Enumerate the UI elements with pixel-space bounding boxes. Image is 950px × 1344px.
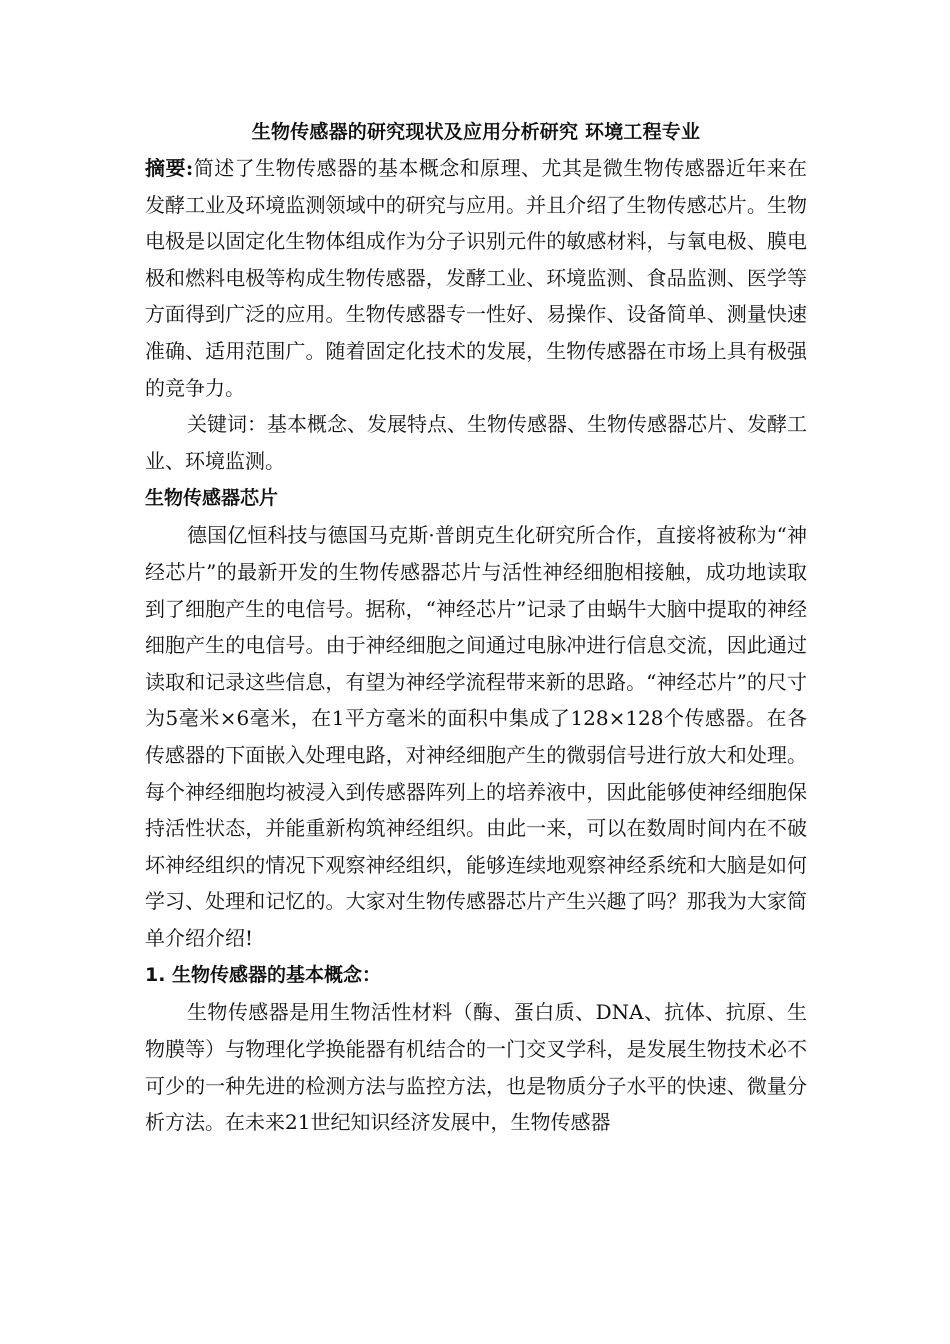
document-title: 生物传感器的研究现状及应用分析研究 环境工程专业 <box>251 121 701 143</box>
abstract-paragraph <box>145 150 807 406</box>
abstract-label: 摘要: <box>145 156 194 180</box>
document-page <box>145 118 807 1141</box>
keywords-paragraph: 关键词：基本概念、发展特点、生物传感器、生物传感器芯片、发酵工业、环境监测。 <box>145 412 807 473</box>
section-heading-chip: 生物传感器芯片 <box>145 487 279 510</box>
chip-paragraph: 德国亿恒科技与德国马克斯·普朗克生化研究所合作，直接将被称为“神经芯片”的最新开发的生物传感器芯片与活性神经细胞相接触，成功地读取到了细胞产生的电信号。据称，“神经芯片”记录了由蜗牛大脑中提取的神经细胞产生的电信号。由于神经细胞之间通过电脉冲进行信息交流，因此通过读取和记录这些信息，有望为神经学流程带来新的思路。“神经芯片”的尺寸为5毫米×6毫米，在1平方毫米的面积中集成了128×128个传感器。在各传感器的下面嵌入处理电路，对神经细胞产生的微弱信号进行放大和处理。每个神经细胞均被浸入到传感器阵列上的培养液中，因此能够使神经细胞保持活性状态，并能重新构筑神经组织。由此一来，可以在数周时间内在不破坏神经组织的情况下观察神经组织，能够连续地观察神经系统和大脑是如何学习、处理和记忆的。大家对生物传感器芯片产生兴趣了吗？那我为大家简单介绍介绍! <box>145 523 807 950</box>
basic-concept-paragraph: 生物传感器是用生物活性材料（酶、蛋白质、DNA、抗体、抗原、生物膜等）与物理化学换能器有机结合的一门交叉学科，是发展生物技术必不可少的一种先进的检测方法与监控方法，也是物质分子水平的快速、微量分析方法。在未来21世纪知识经济发展中，生物传感器 <box>145 1000 807 1135</box>
section-heading-basic-concept: 1. 生物传感器的基本概念： <box>145 964 382 987</box>
abstract-text: 简述了生物传感器的基本概念和原理、尤其是微生物传感器近年来在发酵工业及环境监测领域中的研究与应用。并且介绍了生物传感芯片。生物电极是以固定化生物体组成作为分子识别元件的敏感材料，与氧电极、膜电极和燃料电极等构成生物传感器，发酵工业、环境监测、食品监测、医学等方面得到广泛的应用。生物传感器专一性好、易操作、设备简单、测量快速准确、适用范围广。随着固定化技术的发展，生物传感器在市场上具有极强的竞争力。 <box>145 156 807 400</box>
